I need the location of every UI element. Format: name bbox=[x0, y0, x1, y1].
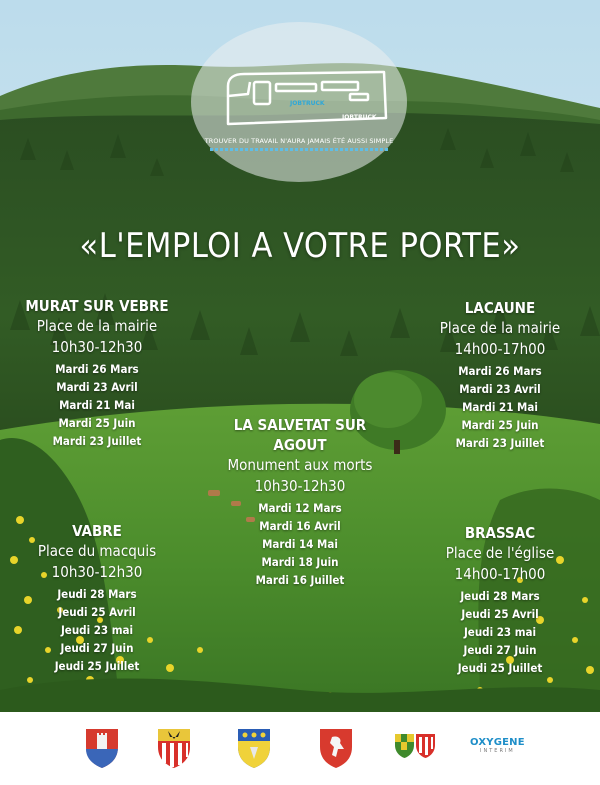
venue-date: Jeudi 23 mai bbox=[60, 623, 134, 637]
venue-date: Jeudi 25 Juillet bbox=[457, 661, 543, 675]
venue-hours: 14h00-17h00 bbox=[454, 340, 546, 358]
venue-date: Mardi 23 Avril bbox=[459, 382, 541, 396]
venue-place: Place du macquis bbox=[37, 542, 157, 560]
partner-logo bbox=[470, 737, 525, 754]
venue-place: Place de l'église bbox=[445, 544, 555, 562]
venue-town: LA SALVETAT SUR AGOUT bbox=[233, 416, 367, 454]
venue-date: Jeudi 25 Avril bbox=[461, 607, 539, 621]
venue-brassac bbox=[425, 523, 575, 677]
venue-place: Place de la mairie bbox=[36, 317, 158, 335]
venue-hours: 10h30-12h30 bbox=[254, 477, 346, 495]
venue-date: Jeudi 25 Juillet bbox=[54, 659, 140, 673]
crest-5-icon bbox=[394, 733, 436, 759]
venue-date: Mardi 25 Juin bbox=[58, 416, 136, 430]
venue-hours: 10h30-12h30 bbox=[51, 563, 143, 581]
crest-2-icon bbox=[156, 727, 192, 769]
venue-date: Mardi 21 Mai bbox=[462, 400, 538, 414]
venue-date: Mardi 21 Mai bbox=[59, 398, 135, 412]
venue-town: VABRE bbox=[72, 522, 122, 540]
crest-3-icon bbox=[236, 727, 272, 769]
venue-murat bbox=[22, 296, 172, 450]
logo-brand-text: JOBTRUCK bbox=[290, 100, 325, 107]
venue-salvetat bbox=[210, 415, 390, 589]
venue-date: Mardi 16 Avril bbox=[259, 519, 341, 533]
logo-dotted-line bbox=[210, 148, 390, 151]
venue-date: Jeudi 27 Juin bbox=[60, 641, 134, 655]
headline: «L'EMPLOI A VOTRE PORTE» bbox=[79, 226, 521, 266]
venue-date: Jeudi 25 Avril bbox=[58, 605, 136, 619]
venue-date: Mardi 18 Juin bbox=[261, 555, 339, 569]
venue-date: Mardi 23 Avril bbox=[56, 380, 138, 394]
venue-date: Mardi 12 Mars bbox=[258, 501, 342, 515]
venue-town: MURAT SUR VEBRE bbox=[25, 297, 169, 315]
venue-date: Jeudi 28 Mars bbox=[460, 589, 540, 603]
venue-town: LACAUNE bbox=[464, 299, 536, 317]
crest-1-icon bbox=[84, 727, 120, 769]
partner-subtitle: INTERIM bbox=[480, 748, 515, 754]
partner-name: OXYGENE bbox=[470, 737, 525, 748]
venue-date: Mardi 26 Mars bbox=[458, 364, 542, 378]
venue-place: Monument aux morts bbox=[227, 456, 373, 474]
logo-tagline: TROUVER DU TRAVAIL N'AURA JAMAIS ÉTÉ AUSSI SIMPLE bbox=[204, 137, 394, 145]
venue-town: BRASSAC bbox=[464, 524, 536, 542]
venue-date: Mardi 14 Mai bbox=[262, 537, 338, 551]
venue-date: Jeudi 28 Mars bbox=[57, 587, 137, 601]
venue-date: Jeudi 23 mai bbox=[463, 625, 537, 639]
venue-vabre bbox=[22, 521, 172, 675]
venue-date: Mardi 26 Mars bbox=[55, 362, 139, 376]
venue-lacaune bbox=[425, 298, 575, 452]
venue-date: Mardi 16 Juillet bbox=[255, 573, 345, 587]
venue-place: Place de la mairie bbox=[439, 319, 561, 337]
venue-date: Mardi 23 Juillet bbox=[455, 436, 545, 450]
venue-date: Mardi 23 Juillet bbox=[52, 434, 142, 448]
venue-hours: 14h00-17h00 bbox=[454, 565, 546, 583]
venue-date: Jeudi 27 Juin bbox=[463, 643, 537, 657]
logo-sub-text: JOBTRUCK bbox=[342, 114, 377, 121]
venue-date: Mardi 25 Juin bbox=[461, 418, 539, 432]
crest-4-icon bbox=[318, 727, 354, 769]
venue-hours: 10h30-12h30 bbox=[51, 338, 143, 356]
